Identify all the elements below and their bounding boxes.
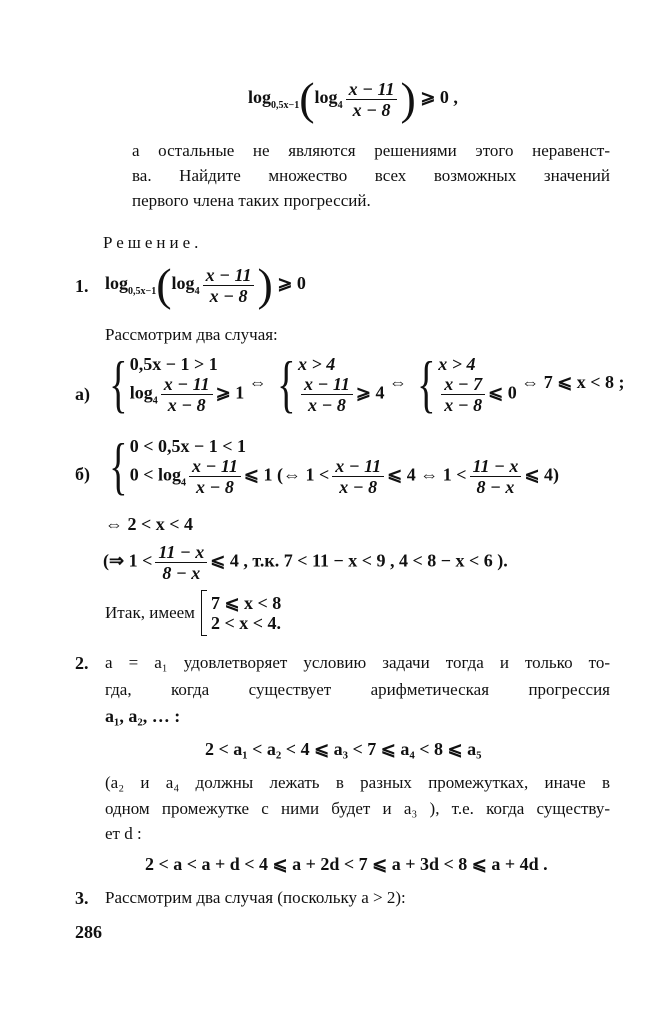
page-number: 286 <box>75 922 102 942</box>
brace: { <box>109 430 128 501</box>
relation: ⩾ 0 , <box>420 87 458 108</box>
numerator: x − 11 <box>189 456 241 477</box>
denominator: 8 − x <box>162 563 201 583</box>
system-row: x > 4 <box>438 353 476 374</box>
step3-text: Рассмотрим два случая (поскольку a > 2): <box>105 888 406 907</box>
case-a-result: ⇔ 7 ⩽ x < 8 ; <box>521 372 625 393</box>
left-paren: ( <box>156 259 172 310</box>
fraction <box>155 542 207 583</box>
numerator: x − 7 <box>441 374 485 395</box>
denominator: 8 − x <box>476 476 515 497</box>
log-base: 0,5x−1 <box>271 100 300 112</box>
log: log <box>314 87 338 108</box>
system-row: 0,5x − 1 > 1 <box>129 353 218 374</box>
log-base: 4 <box>337 100 343 112</box>
denominator: x − 8 <box>167 394 206 415</box>
step2-line: гда, когда существует арифметическая прогрессия <box>105 680 610 699</box>
log-base: 4 <box>180 477 186 489</box>
step2-line: a₁, a₂, … : <box>105 706 181 726</box>
system-row: x > 4 <box>297 353 336 374</box>
step2-line: одном промежутке с ними будет и a₃ ), т.е. когда существу- <box>105 799 610 818</box>
log: log <box>129 382 153 403</box>
fraction <box>346 79 398 120</box>
summary-label: Итак, имеем <box>105 603 195 622</box>
relation: ⩽ 0 <box>488 382 517 403</box>
log: log <box>248 87 272 108</box>
system-row <box>130 456 559 497</box>
denominator: x − 8 <box>307 394 346 415</box>
text: ⩽ 4) <box>524 464 560 485</box>
text: 0 < log <box>129 464 181 485</box>
fraction <box>203 265 255 306</box>
step-number: 2. <box>75 653 89 673</box>
solution-heading: Решение. <box>103 233 203 252</box>
right-paren: ) <box>257 259 273 310</box>
fraction <box>441 374 485 415</box>
step-number: 1. <box>75 276 89 296</box>
numerator: x − 11 <box>161 374 213 395</box>
summary-row: 2 < x < 4. <box>210 613 281 633</box>
right-paren: ) <box>400 73 416 124</box>
text: (⇒ 1 < <box>103 550 153 571</box>
fraction <box>332 456 384 497</box>
relation: ⩾ 0 <box>277 273 306 294</box>
system-row <box>298 374 385 415</box>
fraction <box>301 374 353 415</box>
step2-line: (a₂ и a₄ должны лежать в разных промежутках, иначе в <box>105 773 610 792</box>
case-a-label: а) <box>75 384 90 404</box>
equivalence-result: ⇔ 2 < x < 4 <box>105 514 194 534</box>
brace: { <box>109 348 128 419</box>
denominator: x − 8 <box>352 99 391 120</box>
log-base: 4 <box>152 395 158 407</box>
system <box>103 430 560 501</box>
case-b-label: б) <box>75 464 90 484</box>
paragraph-line: первого члена таких прогрессий. <box>132 191 371 210</box>
text: ⩽ 4 , т.к. 7 < 11 − x < 9 , 4 < 8 − x < 6 ). <box>210 550 508 571</box>
numerator: x − 11 <box>203 265 255 286</box>
step1-formula <box>105 259 306 310</box>
text: ⩽ 1 (⇔ 1 < <box>243 464 330 485</box>
denominator: x − 8 <box>444 394 483 415</box>
system <box>271 348 385 419</box>
fraction <box>470 456 522 497</box>
bracket <box>201 590 207 636</box>
paragraph-line: а остальные не являются решениями этого неравенст- <box>132 141 610 160</box>
summary-set <box>211 593 281 633</box>
brace: { <box>277 348 296 419</box>
fraction <box>189 456 241 497</box>
top-inequality <box>248 73 458 124</box>
case-a <box>103 348 625 419</box>
system-row: 0 < 0,5x − 1 < 1 <box>129 435 246 456</box>
numerator: 11 − x <box>470 456 522 477</box>
equivalence-arrow: ⇔ <box>248 372 267 393</box>
left-paren: ( <box>299 73 315 124</box>
system <box>411 348 517 419</box>
system-row <box>130 374 245 415</box>
numerator: x − 11 <box>301 374 353 395</box>
cases-intro: Рассмотрим два случая: <box>105 325 278 344</box>
denominator: x − 8 <box>209 285 248 306</box>
progression-chain: 2 < a₁ < a₂ < 4 ⩽ a₃ < 7 ⩽ a₄ < 8 ⩽ a₅ <box>205 739 482 759</box>
case-b <box>103 430 560 501</box>
equivalence-arrow: ⇔ <box>388 372 407 393</box>
difference-chain: 2 < a < a + d < 4 ⩽ a + 2d < 7 ⩽ a + 3d < 8 ⩽ a + 4d . <box>145 854 548 874</box>
relation: ⩾ 4 <box>355 382 385 403</box>
summary <box>105 590 281 636</box>
brace: { <box>417 348 437 419</box>
step-number: 3. <box>75 888 89 908</box>
numerator: x − 11 <box>346 79 398 100</box>
log: log <box>105 273 129 294</box>
system <box>103 348 245 419</box>
fraction <box>161 374 213 415</box>
summary-row: 7 ⩽ x < 8 <box>210 593 282 613</box>
denominator: x − 8 <box>195 476 234 497</box>
denominator: x − 8 <box>339 476 378 497</box>
text: ⩽ 4 ⇔ 1 < <box>387 464 467 485</box>
system-row <box>438 374 517 415</box>
log: log <box>171 273 195 294</box>
numerator: x − 11 <box>332 456 384 477</box>
log-base: 0,5x−1 <box>128 286 157 298</box>
step2-line: ет d : <box>105 824 142 843</box>
numerator: 11 − x <box>155 542 207 563</box>
relation: ⩾ 1 <box>215 382 245 403</box>
step2-line: a = a₁ удовлетворяет условию задачи тогда и только то- <box>105 653 610 672</box>
log-base: 4 <box>194 286 200 298</box>
paragraph-line: ва. Найдите множество всех возможных значений <box>132 166 610 185</box>
note-line <box>103 542 508 583</box>
